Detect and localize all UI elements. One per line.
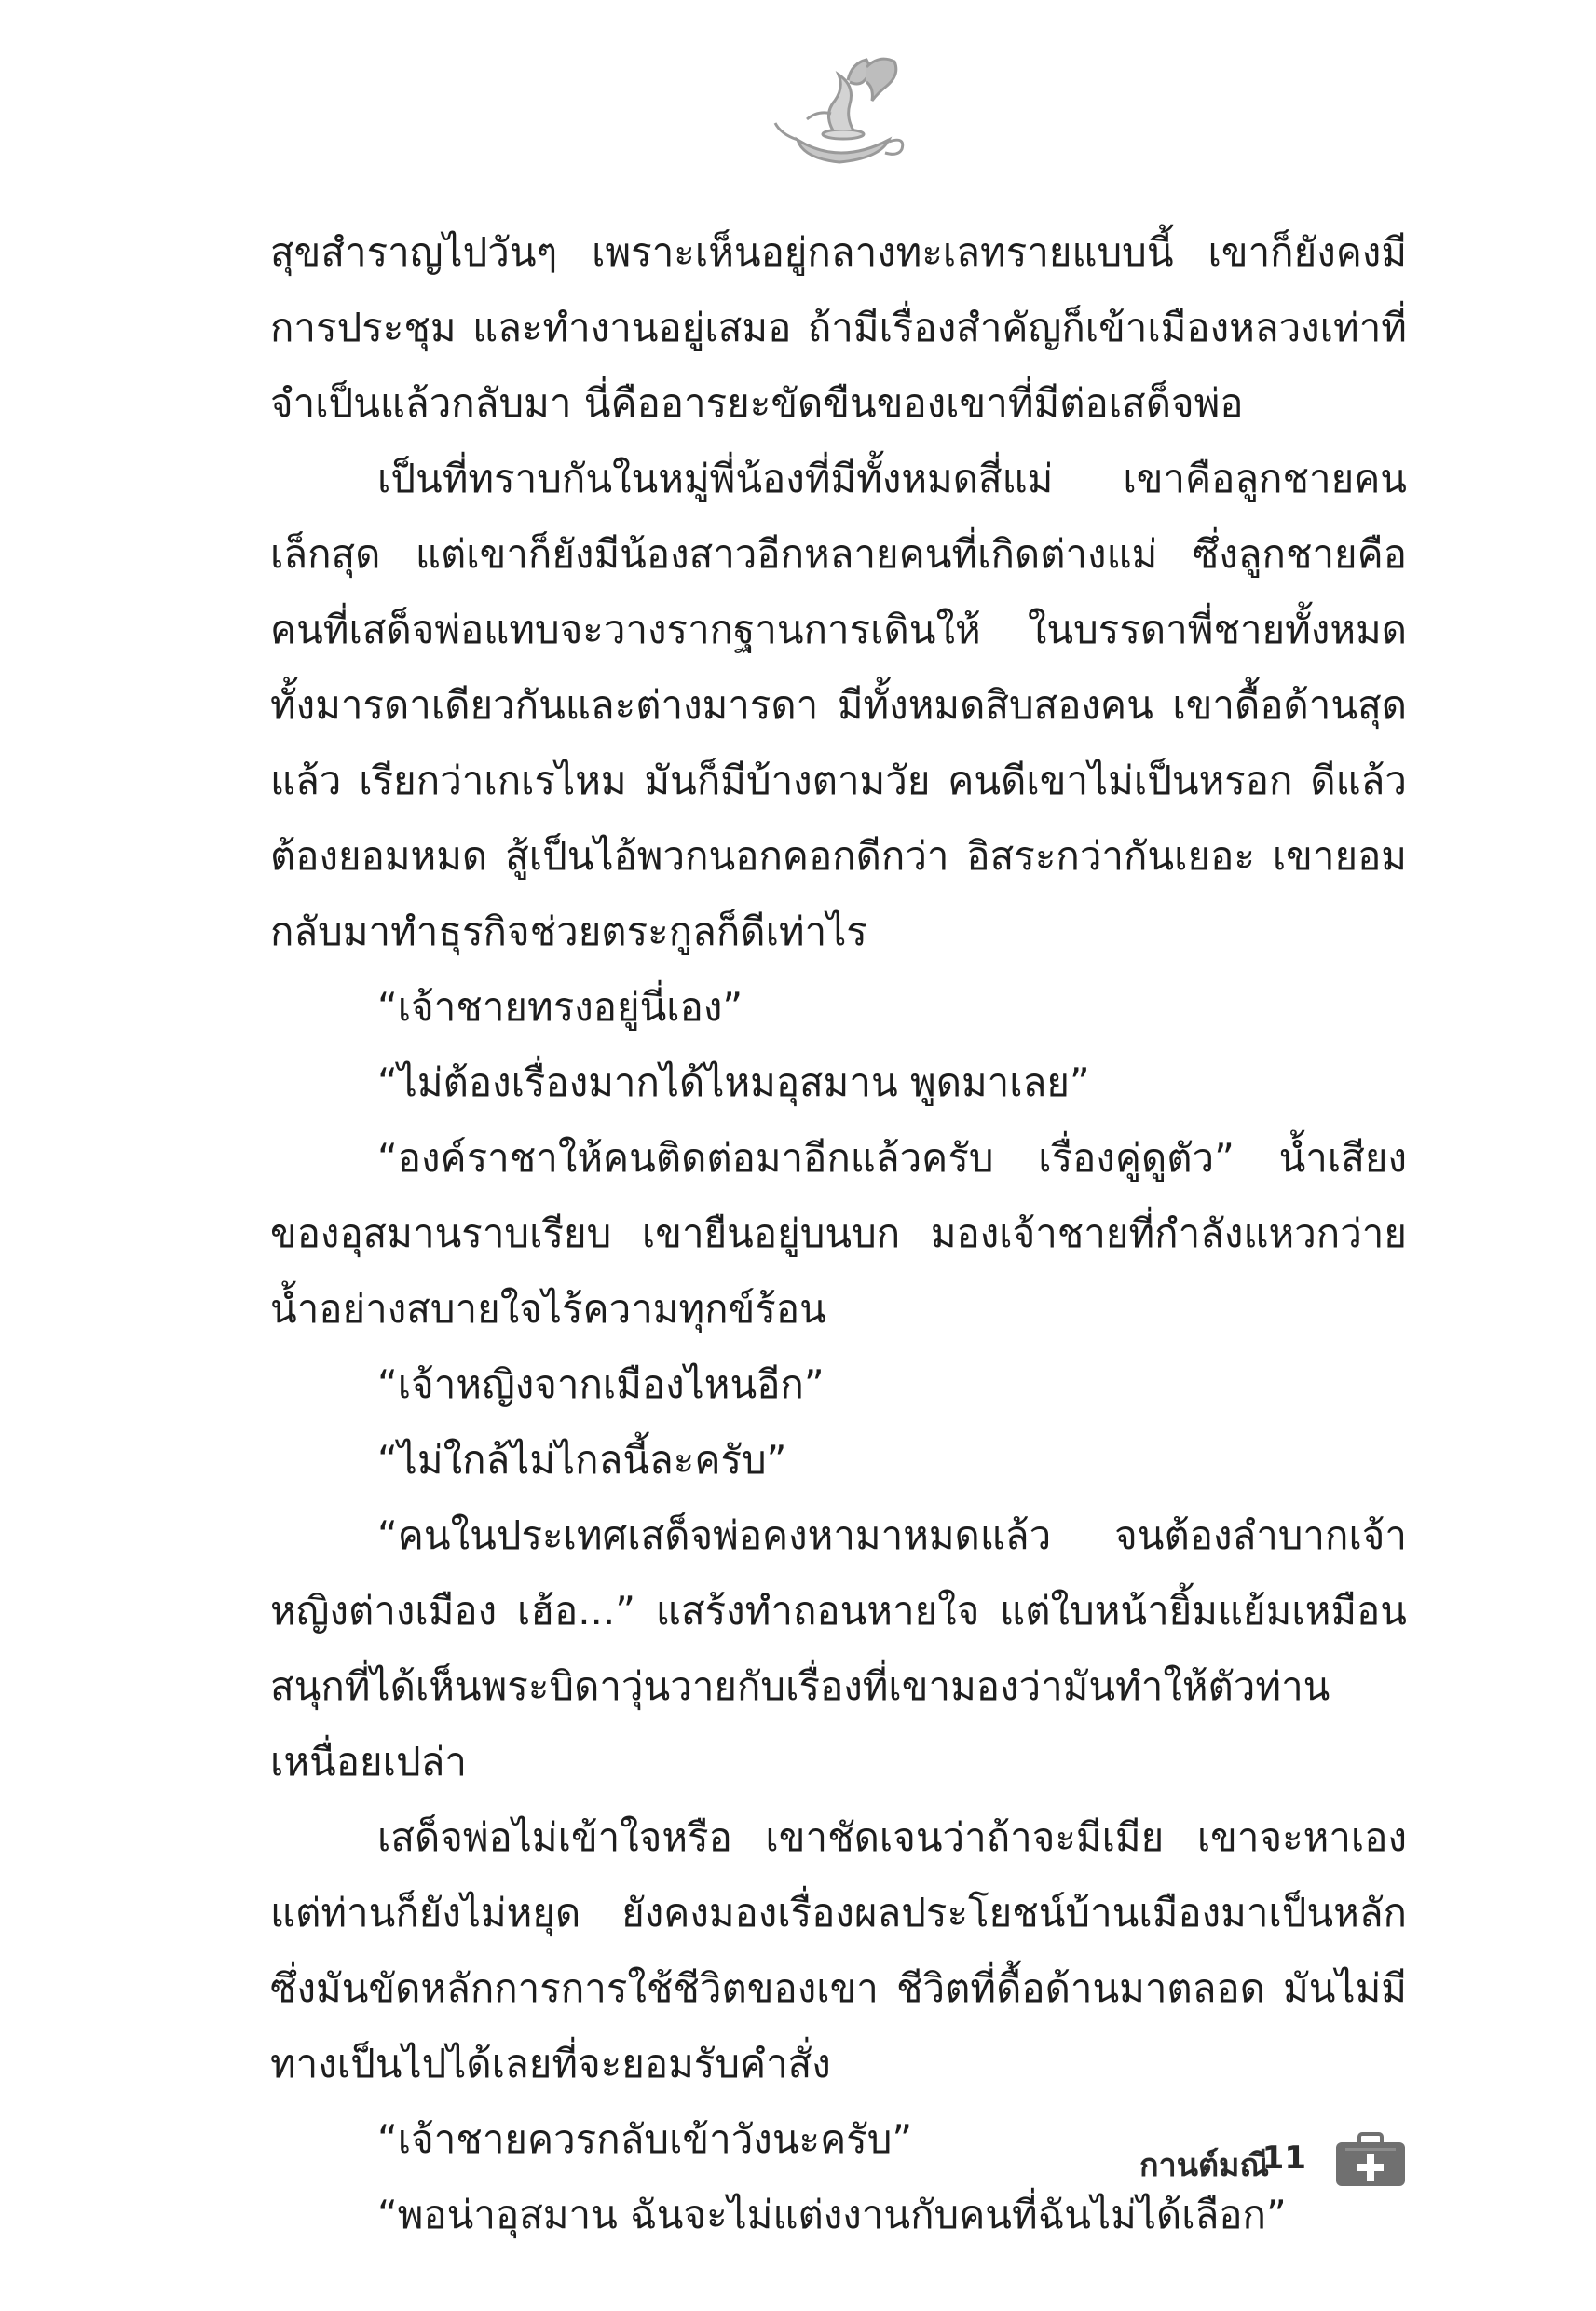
page-number: 11 bbox=[1262, 2140, 1306, 2177]
dialogue-line: “เจ้าชายทรงอยู่นี่เอง” bbox=[377, 984, 743, 1030]
book-title: กานต์มณี bbox=[1139, 2147, 1269, 2184]
paragraph: “คนในประเทศเสด็จพ่อคงหามาหมดแล้ว จนต้องลำบากเจ้าหญิงต่างเมือง เฮ้อ...” แสร้งทำถอนหายใจ แต่ใบหน้ายิ้มแย้มเหมือนสนุกที่ได้เห็นพระบิดาวุ่นวายกับเรื่องที่เขามองว่ามันทำให้ตัวท่านเหนื่อยเปล่า bbox=[270, 1512, 1407, 1785]
dialogue-line: “เจ้าหญิงจากเมืองไหนอีก” bbox=[377, 1361, 825, 1407]
paragraph: สุขสำราญไปวันๆ เพราะเห็นอยู่กลางทะเลทรายแบบนี้ เขาก็ยังคงมีการประชุม และทำงานอยู่เสมอ ถ้ามีเรื่องสำคัญก็เข้าเมืองหลวงเท่าที่จำเป็นแล้วกลับมา นี่คืออารยะขัดขืนของเขาที่มีต่อเสด็จพ่อ bbox=[270, 229, 1407, 426]
paragraph: เป็นที่ทราบกันในหมู่พี่น้องที่มีทั้งหมดสี่แม่ เขาคือลูกชายคนเล็กสุด แต่เขาก็ยังมีน้องสาวอีกหลายคนที่เกิดต่างแม่ ซึ่งลูกชายคือคนที่เสด็จพ่อแทบจะวางรากฐานการเดินให้ ในบรรดาพี่ชายทั้งหมดทั้งมารดาเดียวกันและต่างมารดา มีทั้งหมดสิบสองคน เขาดื้อด้านสุดแล้ว เรียกว่าเกเรไหม มันก็มีบ้างตามวัย คนดีเขาไม่เป็นหรอก ดีแล้วต้องยอมหมด สู้เป็นไอ้พวกนอกคอกดีกว่า อิสระกว่ากันเยอะ เขายอมกลับมาทำธุรกิจช่วยตระกูลก็ดีเท่าไร bbox=[270, 456, 1407, 954]
dialogue-line: “เจ้าชายควรกลับเข้าวังนะครับ” bbox=[377, 2116, 913, 2162]
paragraph: เสด็จพ่อไม่เข้าใจหรือ เขาชัดเจนว่าถ้าจะมีเมีย เขาจะหาเองแต่ท่านก็ยังไม่หยุด ยังคงมองเรื่องผลประโยชน์บ้านเมืองมาเป็นหลักซึ่งมันขัดหลักการการใช้ชีวิตของเขา ชีวิตที่ดื้อด้านมาตลอด มันไม่มีทางเป็นไปได้เลยที่จะยอมรับคำสั่ง bbox=[270, 1814, 1407, 2086]
lamp-ornament-icon bbox=[770, 54, 909, 175]
paragraph: “องค์ราชาให้คนติดต่อมาอีกแล้วครับ เรื่องคู่ดูตัว” น้ำเสียงของอุสมานราบเรียบ เขายืนอยู่บนบก มองเจ้าชายที่กำลังแหวกว่ายน้ำอย่างสบายใจไร้ความทุกข์ร้อน bbox=[270, 1135, 1407, 1332]
dialogue-line: “พอน่าอุสมาน ฉันจะไม่แต่งงานกับคนที่ฉันไม่ได้เลือก” bbox=[377, 2192, 1287, 2237]
medical-kit-icon bbox=[1334, 2132, 1407, 2188]
dialogue-line: “ไม่ต้องเรื่องมากได้ไหมอุสมาน พูดมาเลย” bbox=[377, 1060, 1090, 1105]
dialogue-line: “ไม่ใกล้ไม่ไกลนี้ละครับ” bbox=[377, 1437, 787, 1483]
page-footer bbox=[1053, 2132, 1407, 2197]
story-text bbox=[270, 214, 1407, 2252]
